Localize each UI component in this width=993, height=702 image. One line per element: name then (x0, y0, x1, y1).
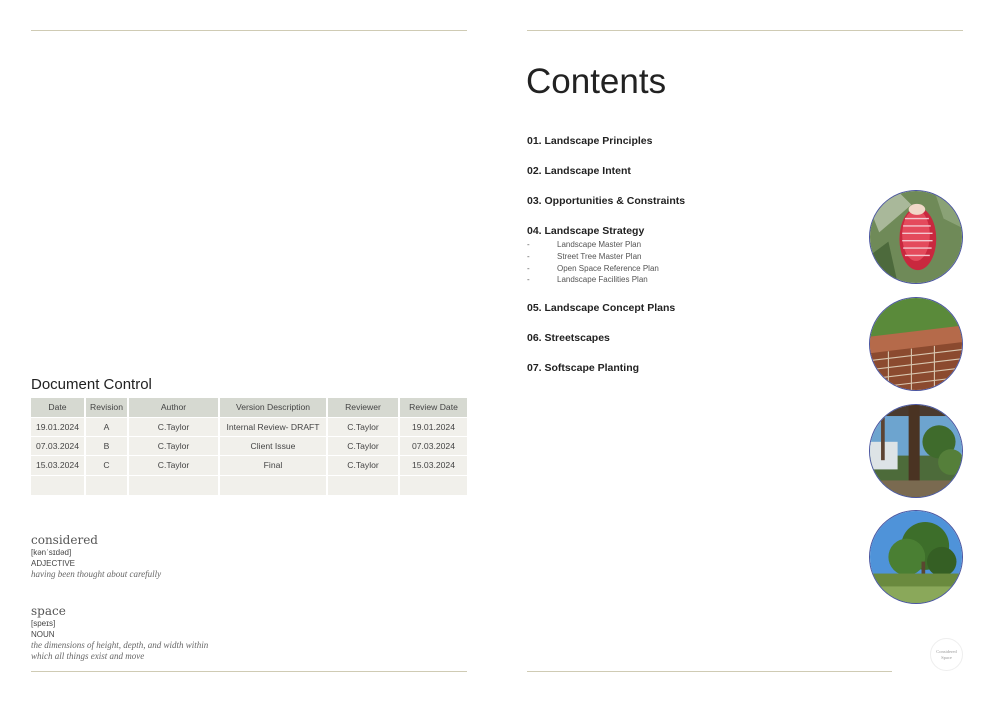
definition-meaning: which all things exist and move (31, 651, 145, 661)
col-header: Revision (85, 398, 128, 417)
document-control-table (31, 398, 467, 495)
banksia-flower-photo (869, 190, 963, 284)
toc-item-softscape[interactable]: 07. Softscape Planting (527, 362, 640, 374)
table-cell: 15.03.2024 (31, 456, 85, 475)
table-cell (219, 475, 327, 494)
sub-marker: - (527, 263, 530, 273)
table-row (31, 417, 467, 436)
logo-line-2: Space (941, 654, 952, 660)
definition-considered (31, 533, 161, 580)
bushland-trees-photo (869, 510, 963, 604)
table-cell (327, 475, 399, 494)
document-control-title: Document Control (31, 376, 152, 393)
toc-item-opportunities[interactable]: 03. Opportunities & Constraints (527, 195, 686, 207)
definition-meaning: having been thought about carefully (31, 569, 162, 579)
col-header: Version Description (219, 398, 327, 417)
definition-phonetic: [kənˈsɪdəd] (31, 548, 72, 557)
toc-item-principles[interactable]: 01. Landscape Principles (527, 135, 653, 147)
brick-wall-photo (869, 297, 963, 391)
col-header: Author (128, 398, 219, 417)
contents-title: Contents (526, 62, 667, 101)
table-cell (85, 475, 128, 494)
col-header: Reviewer (327, 398, 399, 417)
col-header: Review Date (399, 398, 467, 417)
col-header: Date (31, 398, 85, 417)
table-cell: Internal Review- DRAFT (219, 417, 327, 436)
table-cell: A (85, 417, 128, 436)
toc-subitem-label: Landscape Master Plan (557, 240, 642, 250)
definition-word: considered (31, 533, 98, 547)
table-cell: C.Taylor (327, 417, 399, 436)
toc-item-streetscapes[interactable]: 06. Streetscapes (527, 332, 610, 344)
definition-phonetic: [speɪs] (31, 619, 56, 628)
timber-pergola-photo (869, 404, 963, 498)
table-cell: 19.01.2024 (31, 417, 85, 436)
toc-item-concept-plans[interactable]: 05. Landscape Concept Plans (527, 302, 676, 314)
table-cell: Client Issue (219, 436, 327, 455)
toc-subitem[interactable] (527, 262, 659, 274)
toc-item-intent[interactable]: 02. Landscape Intent (527, 165, 631, 177)
toc-subitem[interactable] (527, 239, 659, 251)
definition-part-of-speech: ADJECTIVE (31, 559, 76, 568)
toc-subitem-label: Landscape Facilities Plan (557, 275, 648, 285)
bottom-left-rule (31, 671, 467, 672)
toc-subitem[interactable] (527, 251, 659, 263)
toc-strategy-subitems (527, 239, 659, 286)
table-cell: 19.01.2024 (399, 417, 467, 436)
table-cell: C.Taylor (128, 417, 219, 436)
definition-part-of-speech: NOUN (31, 630, 55, 639)
top-right-rule (527, 30, 963, 31)
definition-meaning: the dimensions of height, depth, and width within (31, 640, 209, 650)
table-row (31, 456, 467, 475)
sub-marker: - (527, 240, 530, 250)
definition-space (31, 604, 208, 662)
bottom-right-rule (527, 671, 892, 672)
table-cell: B (85, 436, 128, 455)
table-row (31, 475, 467, 494)
table-cell (31, 475, 85, 494)
table-cell: C (85, 456, 128, 475)
top-left-rule (31, 30, 467, 31)
table-row (31, 436, 467, 455)
definition-word: space (31, 604, 66, 618)
table-cell: 15.03.2024 (399, 456, 467, 475)
table-cell: C.Taylor (128, 436, 219, 455)
table-cell: C.Taylor (327, 456, 399, 475)
toc-subitem-label: Street Tree Master Plan (557, 252, 642, 262)
table-header-row (31, 398, 467, 417)
table-cell: C.Taylor (128, 456, 219, 475)
sub-marker: - (527, 252, 530, 262)
table-cell: C.Taylor (327, 436, 399, 455)
table-cell: 07.03.2024 (31, 436, 85, 455)
logo-line-1: Considered (936, 648, 957, 654)
considered-space-logo (930, 638, 963, 671)
toc-subitem-label: Open Space Reference Plan (557, 263, 659, 273)
toc-item-strategy[interactable]: 04. Landscape Strategy (527, 225, 645, 237)
table-cell: 07.03.2024 (399, 436, 467, 455)
table-cell: Final (219, 456, 327, 475)
sub-marker: - (527, 275, 530, 285)
table-cell (399, 475, 467, 494)
toc-subitem[interactable] (527, 274, 659, 286)
table-cell (128, 475, 219, 494)
